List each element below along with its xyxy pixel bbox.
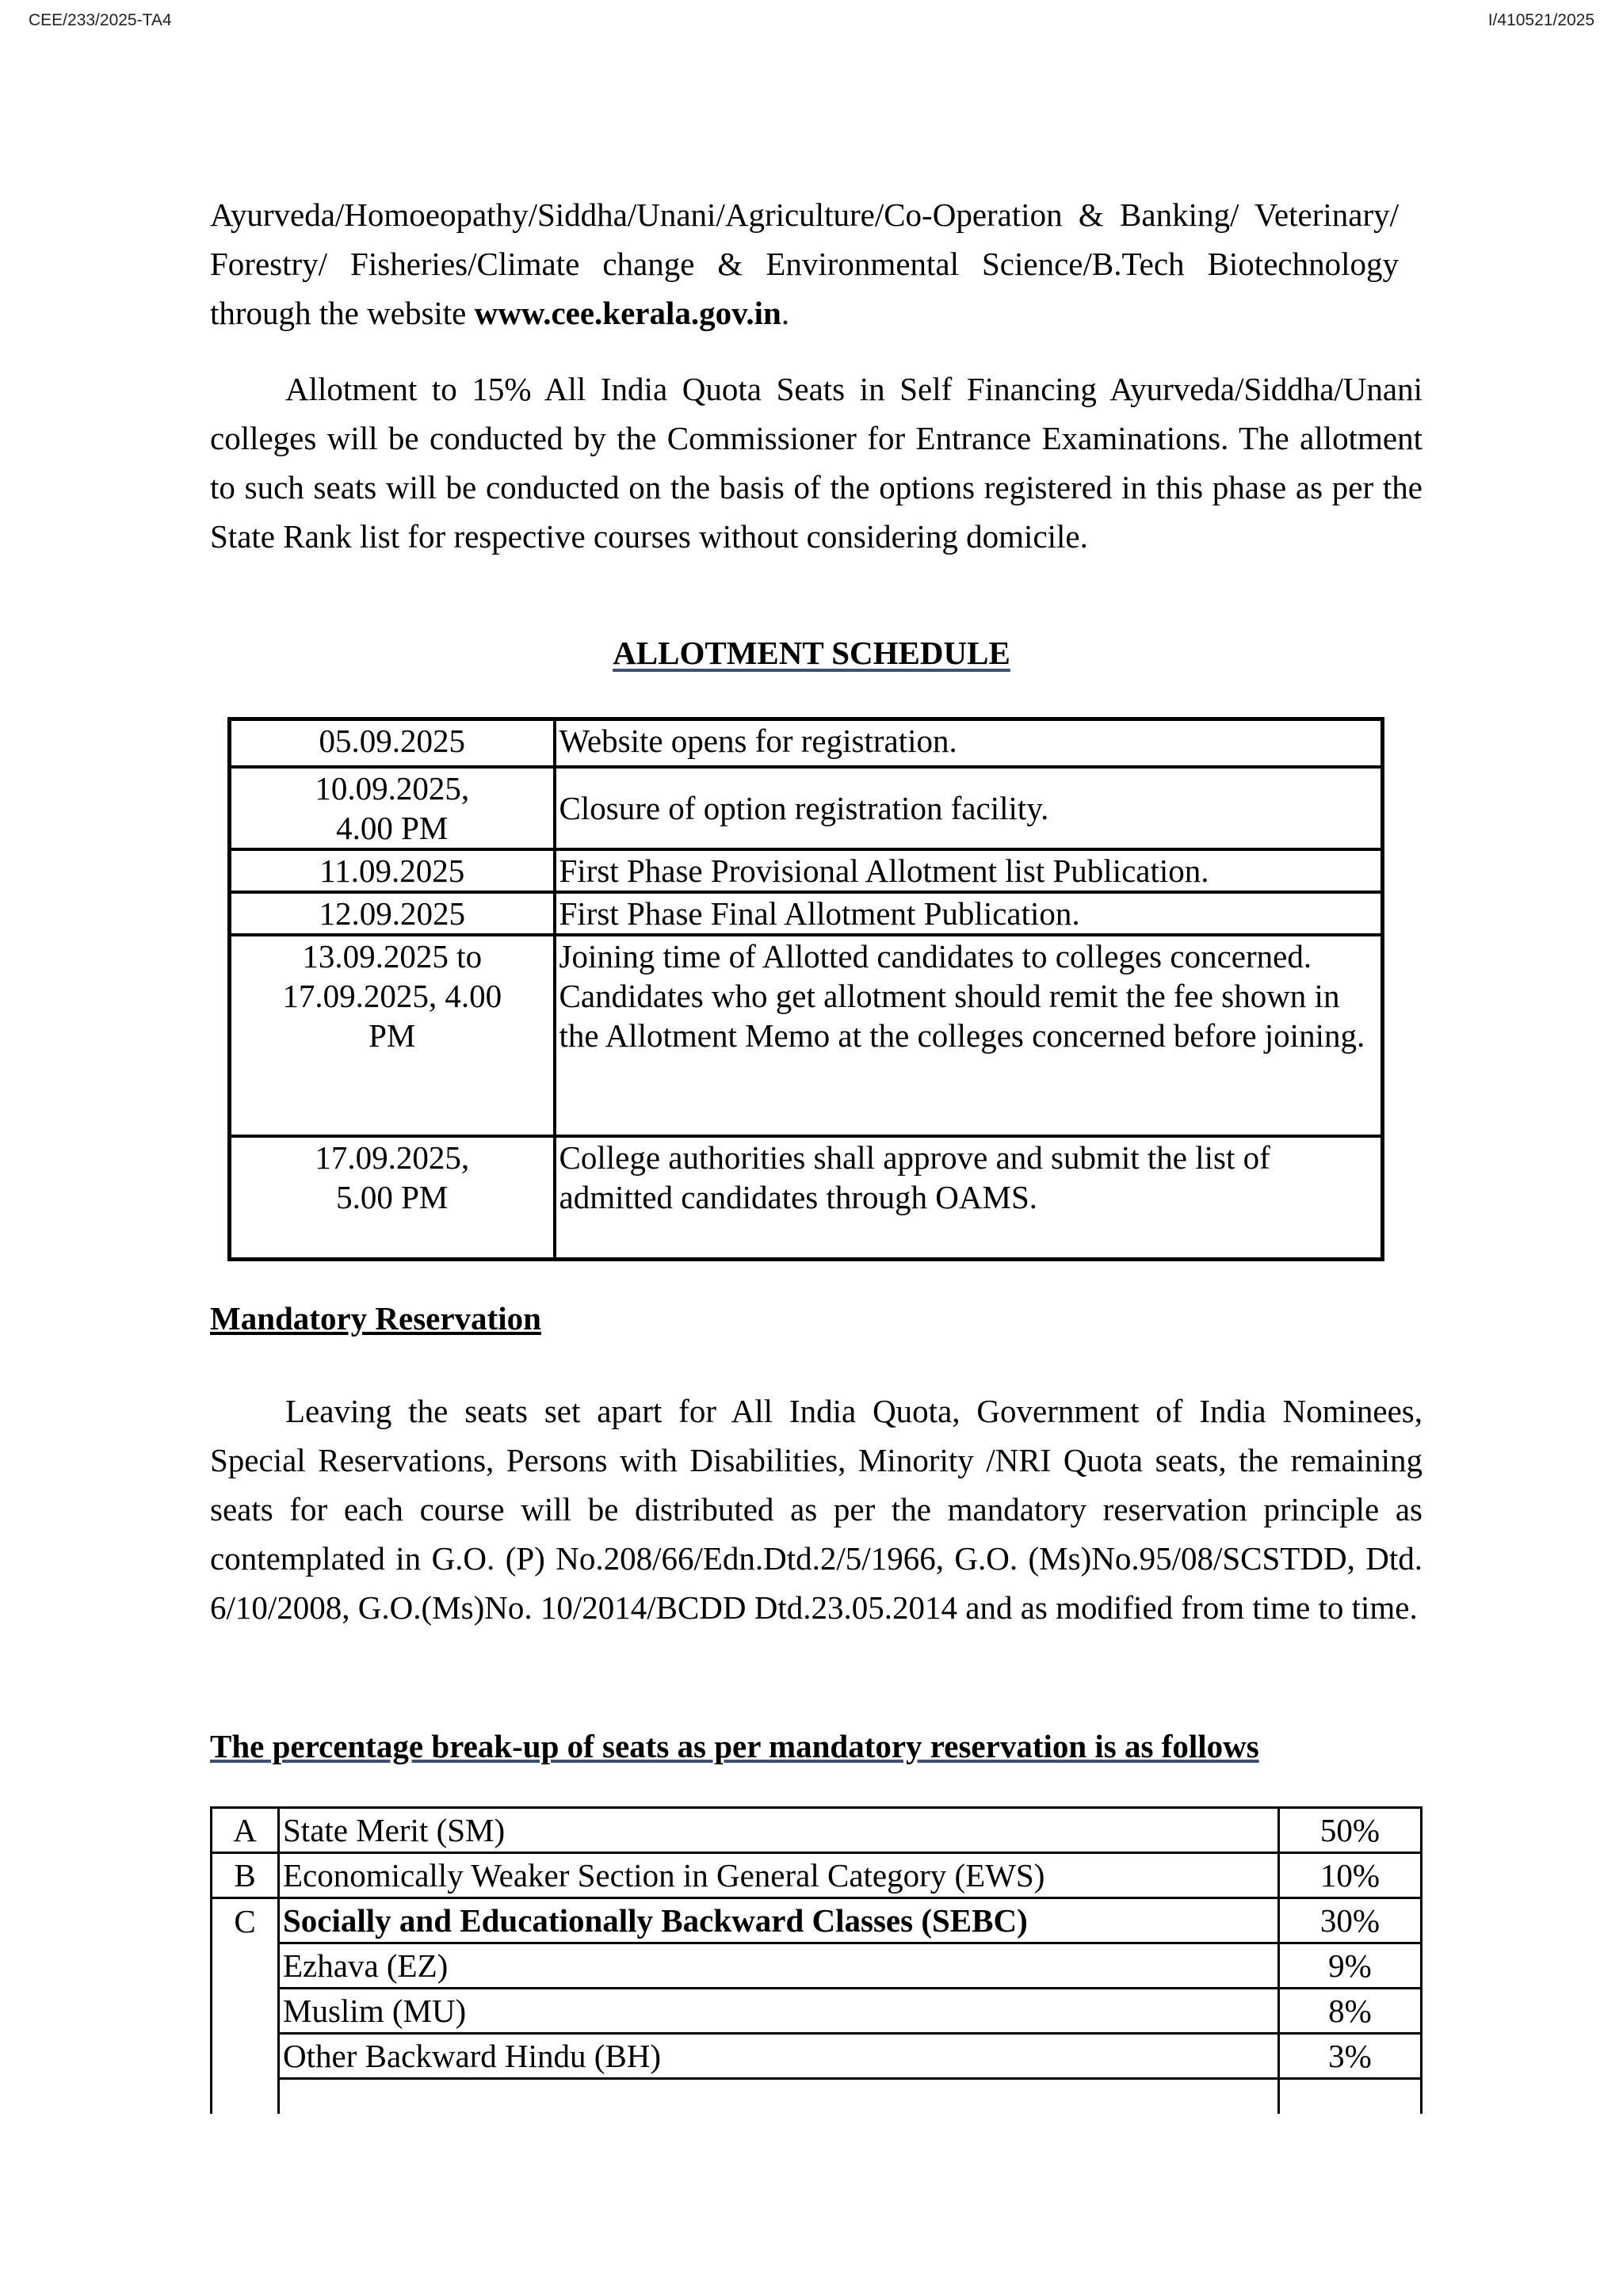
schedule-row (230, 719, 1383, 767)
category-code: C (212, 1898, 279, 1943)
schedule-title (0, 634, 1623, 672)
category-code (212, 1989, 279, 2034)
category-percentage: 50% (1279, 1808, 1422, 1853)
category-code: A (212, 1808, 279, 1853)
schedule-date: 17.09.2025, 5.00 PM (230, 1136, 555, 1260)
category-label: Ezhava (EZ) (279, 1943, 1279, 1989)
category-code: B (212, 1853, 279, 1898)
document-reference-left: CEE/233/2025-TA4 (29, 11, 172, 29)
category-percentage (1279, 2079, 1422, 2114)
category-label: Economically Weaker Section in General Category (EWS) (279, 1853, 1279, 1898)
schedule-description: Website opens for registration. (555, 719, 1383, 767)
category-label: Muslim (MU) (279, 1989, 1279, 2034)
schedule-date: 10.09.2025, 4.00 PM (230, 767, 555, 849)
schedule-description: First Phase Provisional Allotment list Publication. (555, 849, 1383, 892)
category-percentage: 8% (1279, 1989, 1422, 2034)
schedule-row (230, 767, 1383, 849)
document-reference-right: I/410521/2025 (1487, 11, 1594, 29)
intro-paragraph (210, 190, 1399, 338)
category-code (212, 2079, 279, 2114)
schedule-description: First Phase Final Allotment Publication. (555, 892, 1383, 935)
schedule-title-text: ALLOTMENT SCHEDULE (613, 635, 1010, 671)
schedule-row (230, 935, 1383, 1136)
mandatory-reservation-paragraph: Leaving the seats set apart for All India Quota, Government of India Nominees, Special Reservations, Persons with Disabilities, Minority /NRI Quota seats, the remaining seats for each course will be distributed as per the mandatory reservation principle as contemplated in G.O. (P) No.208/66/Edn.Dtd.2/5/1966, G.O. (Ms)No.95/08/SCSTDD, Dtd. 6/10/2008, G.O.(Ms)No. 10/2014/BCDD Dtd.23.05.2014 and as modified from time to time. (210, 1393, 1423, 1626)
category-percentage: 3% (1279, 2034, 1422, 2079)
category-code (212, 1943, 279, 1989)
schedule-row (230, 1136, 1383, 1260)
category-code (212, 2034, 279, 2079)
percentage-breakup-heading: The percentage break-up of seats as per mandatory reservation is as follows (210, 1728, 1259, 1764)
intro-text: Ayurveda/Homoeopathy/Siddha/Unani/Agriculture/Co-Operation & Banking/ Veterinary/ Forestry/ Fisheries/Climate change & Environmental Science/B.Tech Biotechnology through the website (210, 196, 1399, 331)
table-row (212, 1989, 1422, 2034)
allotment-schedule-table (227, 717, 1384, 1261)
category-label (279, 2079, 1279, 2114)
category-label: Other Backward Hindu (BH) (279, 2034, 1279, 2079)
schedule-date: 11.09.2025 (230, 849, 555, 892)
schedule-date: 05.09.2025 (230, 719, 555, 767)
category-percentage: 30% (1279, 1898, 1422, 1943)
schedule-date: 12.09.2025 (230, 892, 555, 935)
schedule-description: Closure of option registration facility. (555, 767, 1383, 849)
table-row (212, 2034, 1422, 2079)
schedule-description: Joining time of Allotted candidates to colleges concerned. Candidates who get allotment should remit the fee shown in the Allotment Memo at the colleges concerned before joining. (555, 935, 1383, 1136)
category-percentage: 9% (1279, 1943, 1422, 1989)
category-label: State Merit (SM) (279, 1808, 1279, 1853)
category-label: Socially and Educationally Backward Classes (SEBC) (279, 1898, 1279, 1943)
aiq-paragraph: Allotment to 15% All India Quota Seats in Self Financing Ayurveda/Siddha/Unani colleges will be conducted by the Commissioner for Entrance Examinations. The allotment to such seats will be conducted on the basis of the options registered in this phase as per the State Rank list for respective courses without considering domicile. (210, 371, 1423, 555)
intro-end: . (781, 295, 790, 331)
table-row (212, 1853, 1422, 1898)
reservation-breakup-table (210, 1806, 1423, 2114)
table-row (212, 1943, 1422, 1989)
category-percentage: 10% (1279, 1853, 1422, 1898)
schedule-row (230, 892, 1383, 935)
schedule-description: College authorities shall approve and submit the list of admitted candidates through OAMS. (555, 1136, 1383, 1260)
table-row (212, 2079, 1422, 2114)
schedule-row (230, 849, 1383, 892)
schedule-date: 13.09.2025 to 17.09.2025, 4.00 PM (230, 935, 555, 1136)
mandatory-reservation-heading: Mandatory Reservation (210, 1300, 541, 1337)
table-row (212, 1808, 1422, 1853)
table-row (212, 1898, 1422, 1943)
website-link[interactable]: www.cee.kerala.gov.in (474, 295, 781, 331)
